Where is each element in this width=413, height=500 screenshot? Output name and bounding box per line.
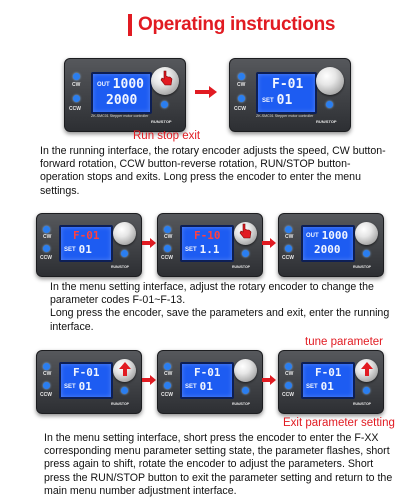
run-stop-button-icon [242, 387, 249, 394]
set-tag: SET [306, 384, 318, 390]
paragraph-menu: In the menu setting interface, adjust the rotary encoder to change the parameter codes F-01~F-13. Long press the encoder, save the parameters and exit, enter the running interface. [50, 281, 390, 333]
ccw-button-icon [164, 245, 171, 252]
ccw-label: CCW [40, 255, 52, 261]
run-stop-label: RUN/STOP [111, 265, 130, 269]
ccw-button-icon [285, 245, 292, 252]
cw-button-icon [164, 226, 171, 233]
run-stop-exit-label: Run stop exit [133, 130, 201, 142]
lcd-screen [301, 225, 355, 262]
cw-label: CW [72, 82, 81, 88]
run-stop-button-icon [161, 101, 168, 108]
brand-text: ZK-SMC01 Stepper motor controller [91, 114, 149, 118]
controller-device-3 [36, 213, 142, 277]
rotary-encoder-knob [234, 359, 257, 382]
run-stop-label: RUN/STOP [316, 119, 337, 124]
run-stop-label: RUN/STOP [353, 265, 372, 269]
rotary-encoder-knob [355, 222, 378, 245]
ccw-label: CCW [40, 392, 52, 398]
ccw-label: CCW [69, 106, 81, 112]
pointer-hand-icon [238, 223, 252, 239]
lcd-screen [256, 72, 317, 114]
arrow-right-icon [195, 86, 217, 98]
run-stop-button-icon [326, 101, 333, 108]
lcd-line-1: F-10 [194, 229, 221, 242]
lcd-line-1: 1000 [112, 77, 144, 92]
set-tag: SET [185, 384, 197, 390]
lcd-line-1: F-01 [73, 229, 100, 242]
exit-parameter-setting-label: Exit parameter setting [283, 417, 395, 429]
lcd-screen [91, 72, 152, 114]
arrow-right-icon [262, 375, 276, 385]
controller-device-2 [229, 58, 351, 132]
arrow-right-icon [142, 375, 156, 385]
cw-button-icon [285, 226, 292, 233]
run-stop-label: RUN/STOP [232, 402, 251, 406]
lcd-screen [59, 362, 113, 399]
run-stop-button-icon [121, 250, 128, 257]
lcd-screen [180, 225, 234, 262]
lcd-line-2: 2000 [314, 243, 341, 256]
lcd-line-1: F-01 [315, 366, 342, 379]
cw-label: CW [285, 234, 294, 240]
run-stop-button-icon [242, 250, 249, 257]
lcd-line-2: 01 [320, 380, 334, 393]
set-tag: SET [262, 97, 274, 104]
out-tag: OUT [306, 233, 319, 239]
out-tag: OUT [97, 81, 110, 88]
controller-device-1 [64, 58, 186, 132]
cw-label: CW [285, 371, 294, 377]
lcd-line-1: F-01 [272, 77, 304, 92]
cw-button-icon [43, 226, 50, 233]
lcd-line-1: 1000 [321, 229, 349, 242]
controller-device-7 [157, 350, 263, 414]
arrow-right-icon [262, 238, 276, 248]
ccw-button-icon [73, 95, 80, 102]
paragraph-running: In the running interface, the rotary encoder adjusts the speed, CW button-forward rotation, CCW button-reverse rotation, RUN/STOP button-operation stops and exits. Long press the encoder to enter the menu settings. [40, 145, 386, 197]
ccw-button-icon [238, 95, 245, 102]
lcd-line-2: 2000 [106, 93, 138, 108]
lcd-screen [301, 362, 355, 399]
paragraph-parameter: In the menu setting interface, short press the encoder to enter the F-XX corresponding menu parameter setting state, the parameter flashes, short press again to shift, rotate the encoder to adjust the parameters. Short press the RUN/STOP button to exit the parameter setting and return to the main menu number adjustment interface. [44, 432, 393, 497]
lcd-screen [59, 225, 113, 262]
cw-button-icon [238, 73, 245, 80]
cw-label: CW [164, 371, 173, 377]
set-tag: SET [64, 384, 76, 390]
lcd-line-1: F-01 [194, 366, 221, 379]
ccw-label: CCW [161, 255, 173, 261]
cw-label: CW [43, 371, 52, 377]
cw-label: CW [237, 82, 246, 88]
run-stop-button-icon [121, 387, 128, 394]
title-accent-bar [128, 14, 132, 36]
cw-label: CW [164, 234, 173, 240]
lcd-line-2: 01 [276, 93, 293, 108]
ccw-button-icon [164, 382, 171, 389]
up-arrow-icon [361, 362, 373, 376]
ccw-label: CCW [234, 106, 246, 112]
run-stop-label: RUN/STOP [232, 265, 251, 269]
set-tag: SET [64, 247, 76, 253]
cw-button-icon [285, 363, 292, 370]
cw-button-icon [73, 73, 80, 80]
pointer-hand-icon [159, 70, 173, 86]
cw-button-icon [164, 363, 171, 370]
controller-device-5 [278, 213, 384, 277]
controller-device-6 [36, 350, 142, 414]
ccw-label: CCW [282, 392, 294, 398]
lcd-line-1: F-01 [73, 366, 100, 379]
lcd-line-2: 01 [78, 243, 92, 256]
ccw-button-icon [43, 245, 50, 252]
run-stop-label: RUN/STOP [111, 402, 130, 406]
run-stop-button-icon [363, 387, 370, 394]
run-stop-label: RUN/STOP [151, 119, 172, 124]
tune-parameter-label: tune parameter [305, 336, 383, 348]
cw-button-icon [43, 363, 50, 370]
rotary-encoder-knob [316, 67, 344, 95]
controller-device-4 [157, 213, 263, 277]
brand-text: ZK-SMC01 Stepper motor controller [256, 114, 314, 118]
run-stop-button-icon [363, 250, 370, 257]
lcd-screen [180, 362, 234, 399]
controller-device-8 [278, 350, 384, 414]
cw-label: CW [43, 234, 52, 240]
ccw-label: CCW [161, 392, 173, 398]
rotary-encoder-knob [113, 222, 136, 245]
set-tag: SET [185, 247, 197, 253]
ccw-button-icon [285, 382, 292, 389]
arrow-right-icon [142, 238, 156, 248]
ccw-button-icon [43, 382, 50, 389]
run-stop-label: RUN/STOP [353, 402, 372, 406]
lcd-line-2: 01 [78, 380, 92, 393]
lcd-line-2: 01 [199, 380, 213, 393]
up-arrow-icon [119, 362, 131, 376]
page-title: Operating instructions [138, 14, 336, 35]
lcd-line-2: 1.1 [199, 243, 220, 256]
ccw-label: CCW [282, 255, 294, 261]
